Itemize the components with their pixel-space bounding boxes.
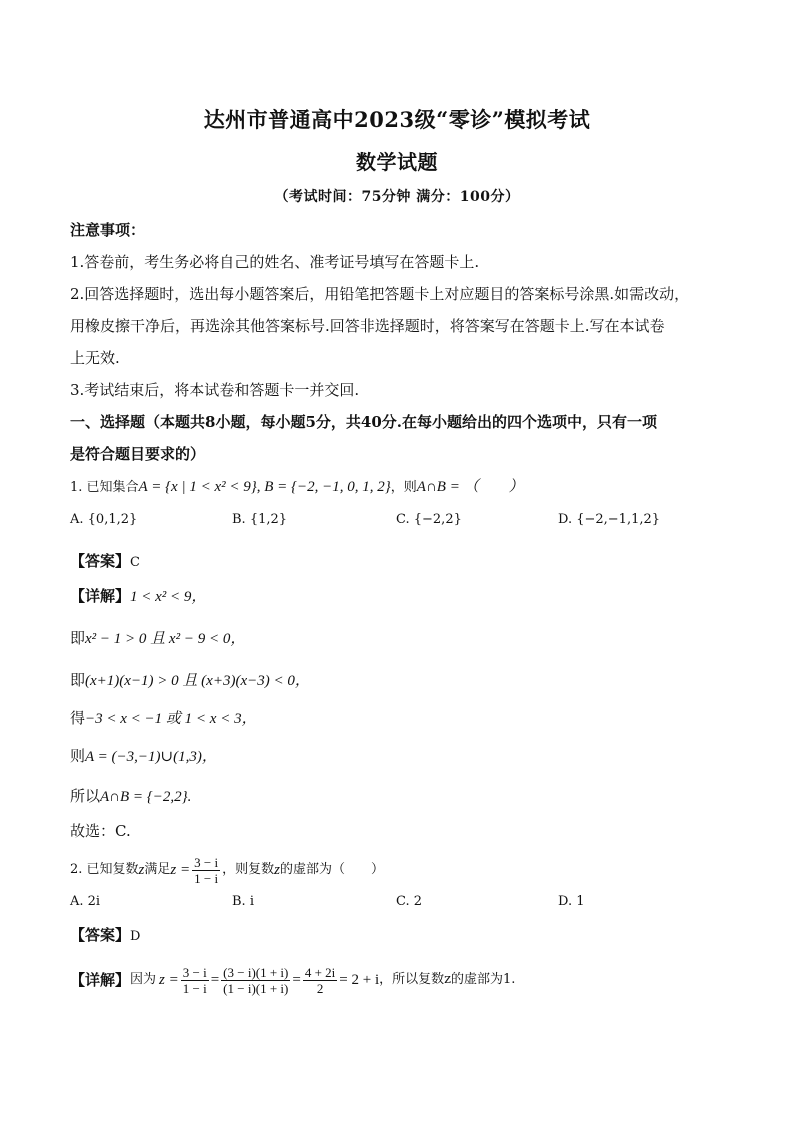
q1-option-d: D. {−2,−1,1,2}: [558, 512, 661, 527]
q2-result: = 2 + i: [339, 972, 380, 988]
q2-option-d: D. 1: [558, 894, 585, 909]
q1-answer-value: C: [130, 555, 140, 570]
q1-detail-4: [70, 707, 730, 730]
exam-meta: （考试时间：75分钟 满分：100分）: [274, 189, 520, 205]
q1-answer: [70, 550, 730, 574]
q2-fraction-denominator: 1 − i: [194, 870, 219, 886]
q1-option-a: A. {0,1,2}: [70, 512, 138, 527]
q2-detail-fraction-1: [181, 965, 209, 996]
q2-fraction: [192, 855, 220, 886]
q2-prefix: 2. 已知复数: [70, 862, 139, 877]
q1-set-a: A = {x | 1 < x² < 9}: [138, 479, 257, 495]
q2-f1-denominator: 1 − i: [182, 980, 207, 996]
q2-conclusion: ，所以复数z的虚部为1.: [379, 972, 516, 987]
q2-f3-numerator: 4 + 2i: [304, 964, 336, 980]
q2-var-z-2: z: [274, 862, 280, 878]
q2-answer: [70, 924, 730, 948]
q1-detail-7: 故选：C.: [70, 822, 131, 840]
notice-item-2c: 上无效.: [70, 349, 120, 367]
q2-answer-value: D: [130, 929, 141, 944]
q2-fraction-numerator: 3 − i: [194, 854, 219, 870]
q1-suffix: ，则: [390, 480, 417, 495]
q1-step-1: 1 < x² < 9，: [130, 589, 207, 605]
q1-step-6-prefix: 所以: [70, 787, 101, 805]
q2-detail: 【详解】 因为 z = $\frac{3 - i}{1 - i}$ = $\frac{(3 - i)(1 + i)}{(1 - i)(1 + i)}$ = $\frac{4 + 2i}{2}$ = 2 + i ，所以复数z的虚部为1.: [70, 964, 516, 996]
q1-detail-6: [70, 785, 730, 808]
q2-because: 因为: [130, 972, 157, 987]
q1-step-2: x² − 1 > 0 且 x² − 9 < 0，: [85, 631, 246, 647]
question-1: 1. 已知集合A = {x | 1 < x² < 9}, B = {−2, −1, 0, 1, 2}，则A∩B = （ ）: [70, 479, 524, 495]
q2-detail-fraction-2: [221, 965, 290, 996]
q1-ask: A∩B = （ ）: [416, 479, 524, 495]
subject-title: 数学试题: [356, 150, 438, 174]
section-heading-2: 是符合题目要求的）: [70, 445, 206, 463]
q2-option-a: A. 2i: [70, 894, 101, 909]
notice-item-2a: 2.回答选择题时，选出每小题答案后，用铅笔把答题卡上对应题目的答案标号涂黑.如需改动，: [70, 285, 690, 303]
q2-option-c: C. 2: [396, 894, 423, 909]
q1-detail-1: [70, 585, 730, 608]
q1-detail-label: 【详解】: [70, 587, 131, 605]
q2-f2-denominator: (1 − i)(1 + i): [223, 980, 289, 996]
q1-set-b: B = {−2, −1, 0, 1, 2}: [264, 479, 391, 495]
q1-step-6: A∩B = {−2,2}.: [100, 789, 192, 805]
notice-item-2b: 用橡皮擦干净后，再选涂其他答案标号.回答非选择题时，将答案写在答题卡上.写在本试卷: [70, 317, 665, 335]
notice-heading: 注意事项：: [70, 221, 146, 239]
q1-prefix: 1. 已知集合: [70, 480, 139, 495]
section-heading-1: 一、选择题（本题共8小题，每小题5分，共40分.在每小题给出的四个选项中，只有一项: [70, 413, 657, 431]
q1-step-4: −3 < x < −1 或 1 < x < 3，: [85, 711, 257, 727]
q2-eq: z =: [170, 862, 191, 878]
q1-step-5-prefix: 则: [70, 747, 86, 765]
q2-answer-label: 【答案】: [70, 926, 131, 944]
q2-suffix: ，则复数: [222, 862, 275, 877]
q2-option-b: B. i: [232, 894, 254, 909]
notice-item-1: 1.答卷前，考生务必将自己的姓名、准考证号填写在答题卡上.: [70, 253, 480, 271]
q1-detail-3: [70, 669, 730, 692]
q1-step-4-prefix: 得: [70, 709, 86, 727]
q1-step-5: A = (−3,−1)∪(1,3)，: [85, 749, 217, 765]
q1-detail-5: [70, 745, 730, 768]
q2-f1-numerator: 3 − i: [182, 964, 207, 980]
q2-f2-numerator: (3 − i)(1 + i): [223, 964, 289, 980]
notice-item-3: 3.考试结束后，将本试卷和答题卡一并交回.: [70, 381, 360, 399]
q2-detail-label: 【详解】: [70, 971, 131, 989]
exam-title: 达州市普通高中2023级“零诊”模拟考试: [203, 107, 591, 132]
q2-mid: 满足: [144, 862, 171, 877]
q2-tail: 的虚部为（ ）: [279, 862, 384, 877]
q1-step-3: (x+1)(x−1) > 0 且 (x+3)(x−3) < 0，: [85, 673, 310, 689]
q1-step-3-prefix: 即: [70, 671, 86, 689]
q1-detail-2: [70, 627, 730, 650]
q1-option-c: C. {−2,2}: [396, 512, 462, 527]
question-2: [70, 852, 730, 888]
q1-answer-label: 【答案】: [70, 552, 131, 570]
q1-option-b: B. {1,2}: [232, 512, 288, 527]
q2-f3-denominator: 2: [316, 980, 324, 996]
q1-step-2-prefix: 即: [70, 629, 86, 647]
q2-var-z: z: [138, 862, 145, 878]
q2-detail-fraction-3: [303, 965, 337, 996]
